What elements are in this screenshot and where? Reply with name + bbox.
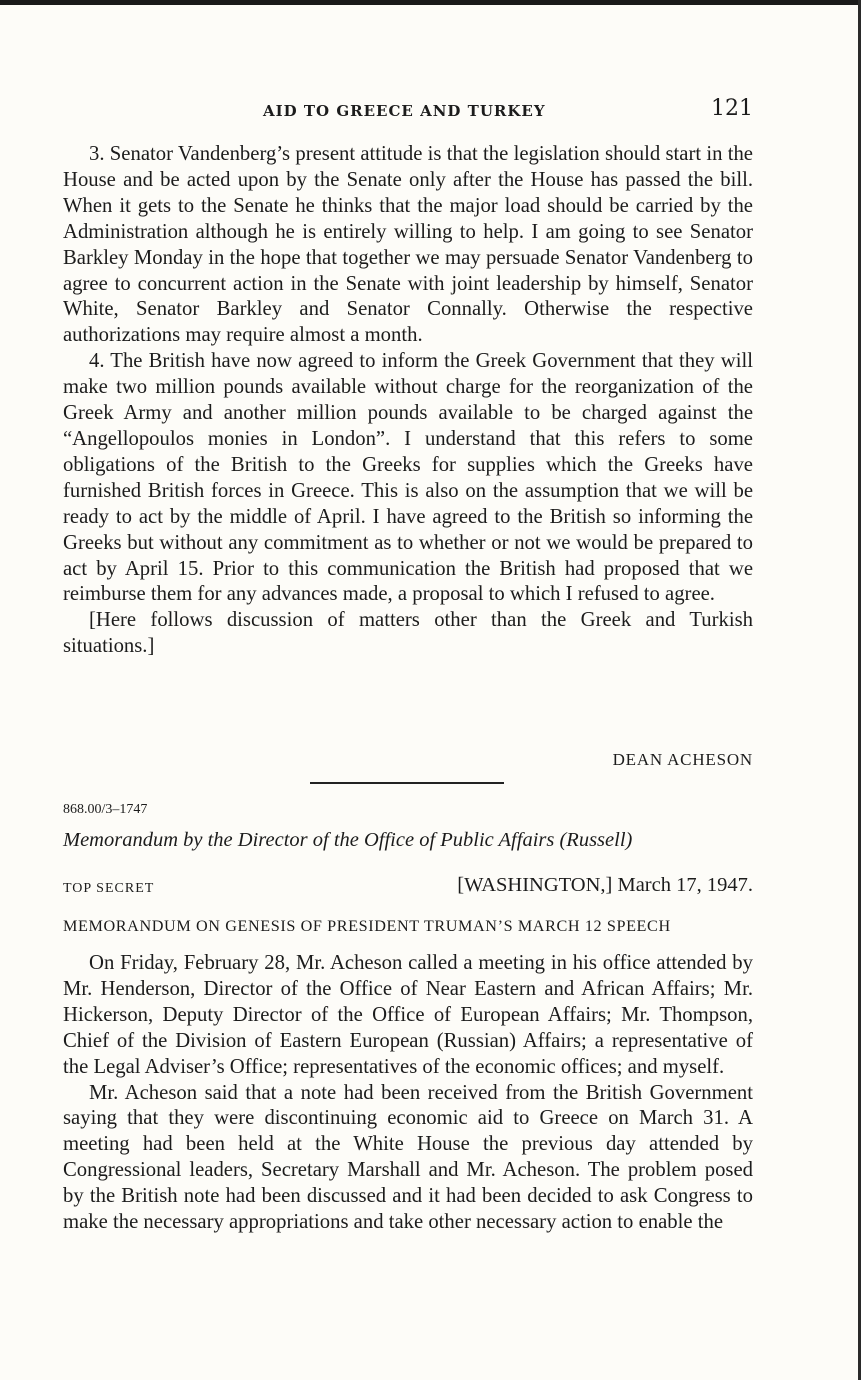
memo-body <box>63 951 753 1236</box>
letter-paragraph-3: 3. Senator Vandenberg’s present attitude is that the legislation should start in the House and be acted upon by the Senate only after the House has passed the bill. When it gets to the Senate he thinks that the major load should be carried by the Administration although he is entirely willing to help. I am going to see Senator Barkley Monday in the hope that together we may persuade Senator Vandenberg to agree to concurrent action in the Senate with joint leadership by himself, Senator White, Senator Barkley and Senator Connally. Otherwise the respective authorizations may require almost a month. <box>63 143 753 347</box>
dateline: [WASHINGTON,] March 17, 1947. <box>457 874 753 896</box>
editorial-note: [Here follows discussion of matters other than the Greek and Turkish situations.] <box>63 609 753 658</box>
letter-paragraph-4: 4. The British have now agreed to inform the Greek Government that they will make two million pounds available without charge for the reorganization of the Greek Army and another million pounds available to be charged against the “Angellopoulos monies in London”. I understand that this refers to some obligations of the British to the Greeks for supplies which the Greeks have furnished British forces in Greece. This is also on the assumption that we will be ready to act by the middle of April. I have agreed to the British so informing the Greeks but without any commitment as to whether or not we would be prepared to act by April 15. Prior to this communication the British had proposed that we reimburse them for any advances made, a proposal to which I refused to agree. <box>63 350 753 606</box>
letter-body <box>63 142 753 660</box>
memo-heading: MEMORANDUM ON GENESIS OF PRESIDENT TRUMAN’S MARCH 12 SPEECH <box>63 917 671 935</box>
scan-top-border <box>0 0 861 5</box>
running-title: AID TO GREECE AND TURKEY <box>263 102 546 120</box>
file-number: 868.00/3–1747 <box>63 802 148 817</box>
section-divider <box>310 782 504 784</box>
page-number: 121 <box>711 96 753 121</box>
page-header <box>63 96 753 126</box>
memo-paragraph-2: Mr. Acheson said that a note had been received from the British Government saying that they were discontinuing economic aid to Greece on March 31. A meeting had been held at the White House the previous day attended by Congressional leaders, Secretary Marshall and Mr. Acheson. The problem posed by the British note had been discussed and it had been decided to ask Congress to make the necessary appropriations and take other necessary action to enable the <box>63 1081 753 1234</box>
memo-title: Memorandum by the Director of the Office of Public Affairs (Russell) <box>63 829 633 851</box>
classification: TOP SECRET <box>63 881 155 896</box>
signature: DEAN ACHESON <box>612 750 753 769</box>
memo-paragraph-1: On Friday, February 28, Mr. Acheson called a meeting in his office attended by Mr. Henderson, Director of the Office of Near Eastern and African Affairs; Mr. Hickerson, Deputy Director of the Office of European Affairs; Mr. Thompson, Chief of the Division of Eastern European (Russian) Affairs; a representative of the Legal Adviser’s Office; representatives of the economic offices; and myself. <box>63 952 753 1078</box>
